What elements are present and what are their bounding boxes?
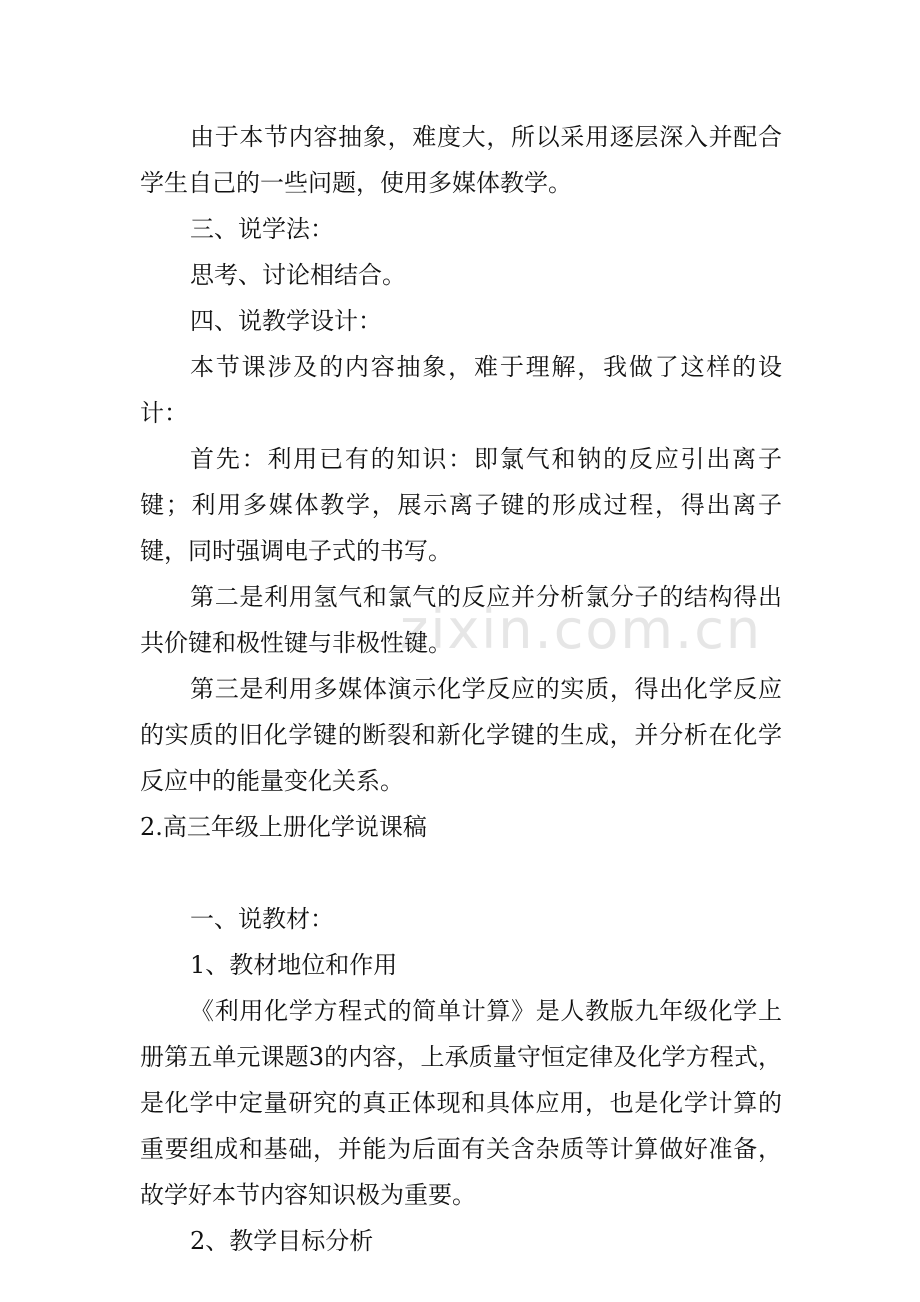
paragraph-learning-method: 思考、讨论相结合。 xyxy=(190,261,406,289)
heading-teaching-design: 四、说教学设计： xyxy=(190,307,382,335)
document-body xyxy=(140,114,782,1264)
paragraph-design-intro: 本节课涉及的内容抽象，难于理解，我做了这样的设计： xyxy=(140,353,782,427)
paragraph-design-second: 第二是利用氢气和氯气的反应并分析氯分子的结构得出共价键和极性键与非极性键。 xyxy=(140,583,782,657)
watermark: zixin.com.cn xyxy=(400,598,763,661)
paragraph-teaching-method: 由于本节内容抽象，难度大，所以采用逐层深入并配合学生自己的一些问题，使用多媒体教学。 xyxy=(140,123,782,197)
paragraph-design-third: 第三是利用多媒体演示化学反应的实质，得出化学反应的实质的旧化学键的断裂和新化学键的生成，并分析在化学反应中的能量变化关系。 xyxy=(140,675,782,795)
heading-learning-method: 三、说学法： xyxy=(190,215,334,243)
paragraph-textbook-role: 《利用化学方程式的简单计算》是人教版九年级化学上册第五单元课题3的内容，上承质量守恒定律及化学方程式，是化学中定量研究的真正体现和具体应用，也是化学计算的重要组成和基础，并能为后面有关含杂质等计算做好准备，故学好本节内容知识极为重要。 xyxy=(140,997,782,1209)
blank-line xyxy=(140,850,782,896)
section-title: 2.高三年级上册化学说课稿 xyxy=(140,813,427,841)
subheading-teaching-goals: 2、教学目标分析 xyxy=(190,1227,374,1255)
heading-textbook: 一、说教材： xyxy=(190,905,334,933)
paragraph-design-first: 首先：利用已有的知识：即氯气和钠的反应引出离子键；利用多媒体教学，展示离子键的形成过程，得出离子键，同时强调电子式的书写。 xyxy=(140,445,782,565)
subheading-textbook-role: 1、教材地位和作用 xyxy=(190,951,398,979)
